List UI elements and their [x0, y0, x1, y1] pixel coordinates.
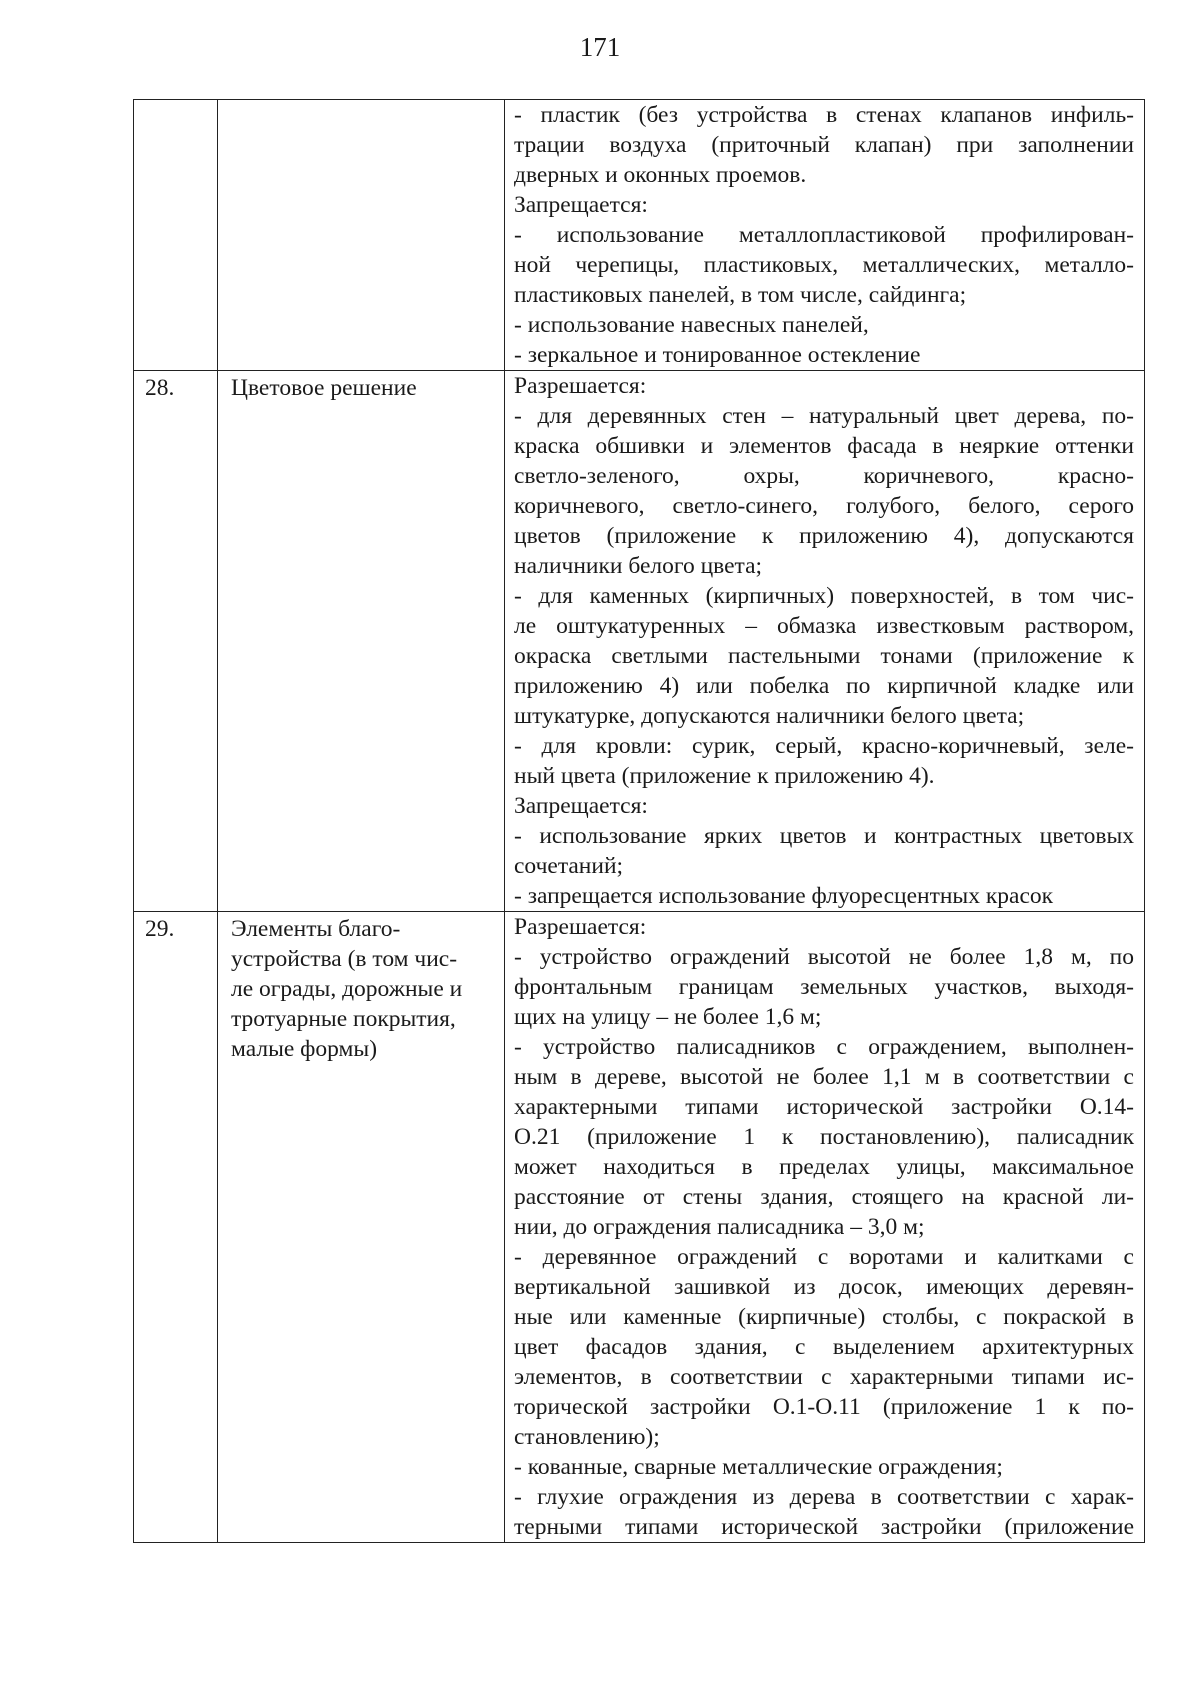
item-requirements-cell: [505, 912, 1145, 1543]
requirement-text-line: - кованные, сварные металлические ограждения;: [514, 1454, 1003, 1480]
requirement-text-line: трации воздуха (приточный клапан) при заполнении: [514, 132, 1134, 158]
requirement-text-line: Разрешается:: [514, 373, 647, 399]
requirement-text-line: ным в дереве, высотой не более 1,1 м в соответствии с: [514, 1064, 1134, 1090]
requirement-text-line: Запрещается:: [514, 192, 648, 218]
requirement-text-line: приложению 4) или побелка по кирпичной кладке или: [514, 673, 1134, 699]
item-name-line: Цветовое решение: [231, 375, 417, 401]
requirement-text-line: элементов, в соответствии с характерными типами ис-: [514, 1364, 1134, 1390]
item-name-line: тротуарные покрытия,: [231, 1006, 456, 1032]
requirement-text-line: наличники белого цвета;: [514, 553, 763, 579]
requirement-text-line: сочетаний;: [514, 853, 624, 879]
requirement-text-line: характерными типами исторической застройки О.14-: [514, 1094, 1134, 1120]
requirement-text-line: штукатурке, допускаются наличники белого цвета;: [514, 703, 1025, 729]
item-requirements-cell: [505, 371, 1145, 912]
requirement-text-line: ные или каменные (кирпичные) столбы, с покраской в: [514, 1304, 1134, 1330]
item-name-cell: [218, 912, 505, 1543]
item-number-cell: [134, 100, 218, 371]
requirement-text-line: - для каменных (кирпичных) поверхностей, в том чис-: [514, 583, 1134, 609]
item-number-cell: 28.: [134, 371, 218, 912]
page-number: 171: [579, 32, 621, 62]
item-name-line: малые формы): [231, 1036, 378, 1062]
requirement-text-line: - деревянное ограждений с воротами и калитками с: [514, 1244, 1134, 1270]
requirement-text-line: может находиться в пределах улицы, максимальное: [514, 1154, 1134, 1180]
requirement-text-line: - глухие ограждения из дерева в соответствии с харак-: [514, 1484, 1134, 1510]
requirement-text-line: вертикальной зашивкой из досок, имеющих деревян-: [514, 1274, 1134, 1300]
requirement-text-line: ле оштукатуренных – обмазка известковым раствором,: [514, 613, 1134, 639]
requirement-text-line: окраска светлыми пастельными тонами (приложение к: [514, 643, 1134, 669]
requirement-text-line: - использование ярких цветов и контрастных цветовых: [514, 823, 1134, 849]
requirement-text-line: светло-зеленого, охры, коричневого, красно-: [514, 463, 1134, 489]
requirement-text-line: - устройство палисадников с ограждением, выполнен-: [514, 1034, 1134, 1060]
item-name-cell: [218, 371, 505, 912]
requirement-text-line: расстояние от стены здания, стоящего на красной ли-: [514, 1184, 1134, 1210]
requirement-text-line: цвет фасадов здания, с выделением архитектурных: [514, 1334, 1134, 1360]
table-row: [134, 100, 1145, 371]
requirement-text-line: торической застройки О.1-О.11 (приложение 1 к по-: [514, 1394, 1134, 1420]
requirement-text-line: щих на улицу – не более 1,6 м;: [514, 1004, 822, 1030]
requirement-text-line: становлению);: [514, 1424, 660, 1450]
table-row: [134, 912, 1145, 1543]
item-name-line: устройства (в том чис-: [231, 946, 458, 972]
requirement-text-line: - использование навесных панелей,: [514, 312, 869, 338]
requirement-text-line: - зеркальное и тонированное остекление: [514, 342, 921, 368]
requirement-text-line: - устройство ограждений высотой не более 1,8 м, по: [514, 944, 1134, 970]
item-name-line: Элементы благо-: [231, 916, 401, 942]
requirement-text-line: дверных и оконных проемов.: [514, 162, 807, 188]
requirement-text-line: Разрешается:: [514, 914, 647, 940]
requirement-text-line: нии, до ограждения палисадника – 3,0 м;: [514, 1214, 925, 1240]
requirement-text-line: О.21 (приложение 1 к постановлению), палисадник: [514, 1124, 1134, 1150]
regulations-table: [133, 99, 1145, 1543]
requirement-text-line: - для деревянных стен – натуральный цвет дерева, по-: [514, 403, 1134, 429]
requirement-text-line: - пластик (без устройства в стенах клапанов инфиль-: [514, 102, 1134, 128]
requirement-text-line: - для кровли: сурик, серый, красно-коричневый, зеле-: [514, 733, 1134, 759]
item-requirements-cell: [505, 100, 1145, 371]
table-row: [134, 371, 1145, 912]
requirement-text-line: краска обшивки и элементов фасада в неяркие оттенки: [514, 433, 1134, 459]
requirement-text-line: - использование металлопластиковой профилирован-: [514, 222, 1134, 248]
requirement-text-line: цветов (приложение к приложению 4), допускаются: [514, 523, 1134, 549]
requirement-text-line: Запрещается:: [514, 793, 648, 819]
requirement-text-line: ный цвета (приложение к приложению 4).: [514, 763, 935, 789]
requirement-text-line: фронтальным границам земельных участков, выходя-: [514, 974, 1134, 1000]
requirement-text-line: ной черепицы, пластиковых, металлических, металло-: [514, 252, 1134, 278]
requirement-text-line: - запрещается использование флуоресцентных красок: [514, 883, 1054, 909]
item-number-cell: 29.: [134, 912, 218, 1543]
item-name-line: ле ограды, дорожные и: [231, 976, 463, 1002]
requirement-text-line: коричневого, светло-синего, голубого, белого, серого: [514, 493, 1134, 519]
requirement-text-line: терными типами исторической застройки (приложение: [514, 1514, 1134, 1540]
table-body: [134, 100, 1145, 1543]
item-name-cell: [218, 100, 505, 371]
requirement-text-line: пластиковых панелей, в том числе, сайдинга;: [514, 282, 967, 308]
